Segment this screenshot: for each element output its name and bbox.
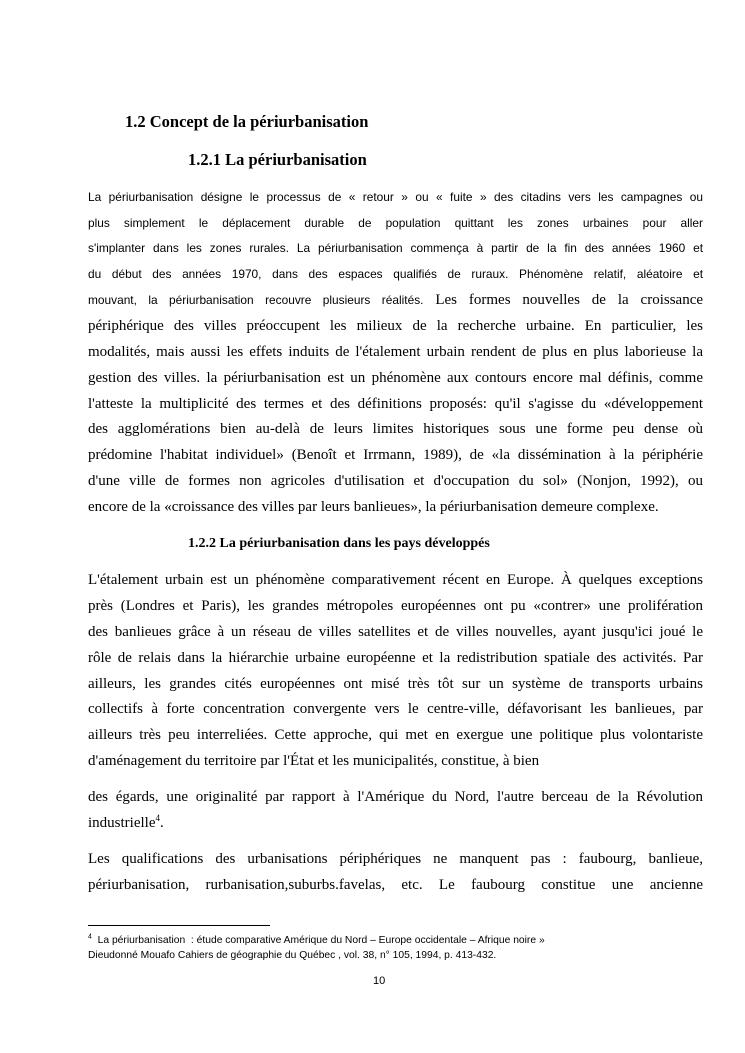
paragraph-line: des égards, une originalité par rapport à l'Amérique du Nord, l'autre berceau de la Révolution <box>88 789 703 805</box>
paragraph-line: l'atteste la multiplicité des termes et des définitions proposés: qu'il s'agisse du «développement <box>88 396 703 412</box>
footnote-reference[interactable]: 4 <box>155 813 160 823</box>
paragraph-line: des agglomérations bien au-delà de leurs limites historiques sous une forme peu dense où <box>88 421 703 437</box>
paragraph-line: d'aménagement du territoire par l'État et les municipalités, constitue, à bien <box>88 753 540 769</box>
footnote-separator <box>88 925 270 926</box>
paragraph-line: périurbanisation, rurbanisation,suburbs.favelas, etc. Le faubourg constitue une ancienne <box>88 877 703 893</box>
page-number: 10 <box>373 975 386 987</box>
paragraph-line: gestion des villes. la périurbanisation est un phénomène aux contours encore mal définis, comme <box>88 370 703 386</box>
paragraph-line: prédomine l'habitat individuel» (Benoît et Irrmann, 1989), de «la dissémination à la périphérie <box>88 447 703 463</box>
paragraph-line: modalités, mais aussi les effets induits de l'étalement urbain rendent de plus en plus laborieuse la <box>88 344 703 360</box>
paragraph-line: s'implanter dans les zones rurales. La périurbanisation commença à partir de la fin des années 1960 et <box>88 241 703 255</box>
subsection-heading: 1.2.2 La périurbanisation dans les pays développés <box>188 536 490 551</box>
line-part: industrielle <box>88 815 156 831</box>
paragraph-line: périphérique des villes préoccupent les milieux de la recherche urbaine. En particulier, les <box>88 318 703 334</box>
paragraph-line <box>88 290 703 312</box>
paragraph-line: rôle de relais dans la hiérarchie urbaine européenne et la redistribution spatiale des activités. Par <box>88 650 703 666</box>
footnote-line <box>88 935 545 946</box>
paragraph-line: du début des années 1970, dans des espaces qualifiés de ruraux. Phénomène relatif, aléatoire et <box>88 267 703 281</box>
section-heading: 1.2 Concept de la périurbanisation <box>125 112 369 131</box>
line-part: Les formes nouvelles de la croissance <box>423 292 703 308</box>
footnote-line: Dieudonné Mouafo Cahiers de géographie du Québec , vol. 38, n° 105, 1994, p. 413-432. <box>88 950 497 961</box>
paragraph-line: plus simplement le déplacement durable de population quittant les zones urbaines pour aller <box>88 216 703 230</box>
paragraph-line: des banlieues grâce à un réseau de villes satellites et de villes nouvelles, ayant jusqu'ici joué le <box>88 624 703 640</box>
paragraph-line: près (Londres et Paris), les grandes métropoles européennes ont pu «contrer» une prolifération <box>88 598 703 614</box>
paragraph-line <box>88 813 703 835</box>
subsection-heading: 1.2.1 La périurbanisation <box>188 150 367 169</box>
footnote-text: La périurbanisation : étude comparative Amérique du Nord – Europe occidentale – Afrique noire » <box>91 935 545 946</box>
paragraph-line: L'étalement urbain est un phénomène comparativement récent en Europe. À quelques exceptions <box>88 572 703 588</box>
paragraph-line: Les qualifications des urbanisations périphériques ne manquent pas : faubourg, banlieue, <box>88 851 703 867</box>
footnote-marker: 4 <box>88 933 92 941</box>
line-part: mouvant, la périurbanisation recouvre plusieurs réalités. <box>88 293 424 307</box>
paragraph-line: ailleurs, les grandes cités européennes ont misé très tôt sur un système de transports urbains <box>88 676 703 692</box>
paragraph-line: collectifs à forte concentration convergente vers le centre-ville, défavorisant les banlieues, par <box>88 701 703 717</box>
paragraph-line: ailleurs très peu interreliées. Cette approche, qui met en exergue une politique plus volontariste <box>88 727 703 743</box>
paragraph-line: La périurbanisation désigne le processus de « retour » ou « fuite » des citadins vers les campagnes ou <box>88 190 703 204</box>
line-part: . <box>160 815 164 831</box>
paragraph-line: encore de la «croissance des villes par leurs banlieues», la périurbanisation demeure complexe. <box>88 499 659 515</box>
paragraph-line: d'une ville de formes non agricoles d'utilisation et d'occupation du sol» (Nonjon, 1992), ou <box>88 473 703 489</box>
